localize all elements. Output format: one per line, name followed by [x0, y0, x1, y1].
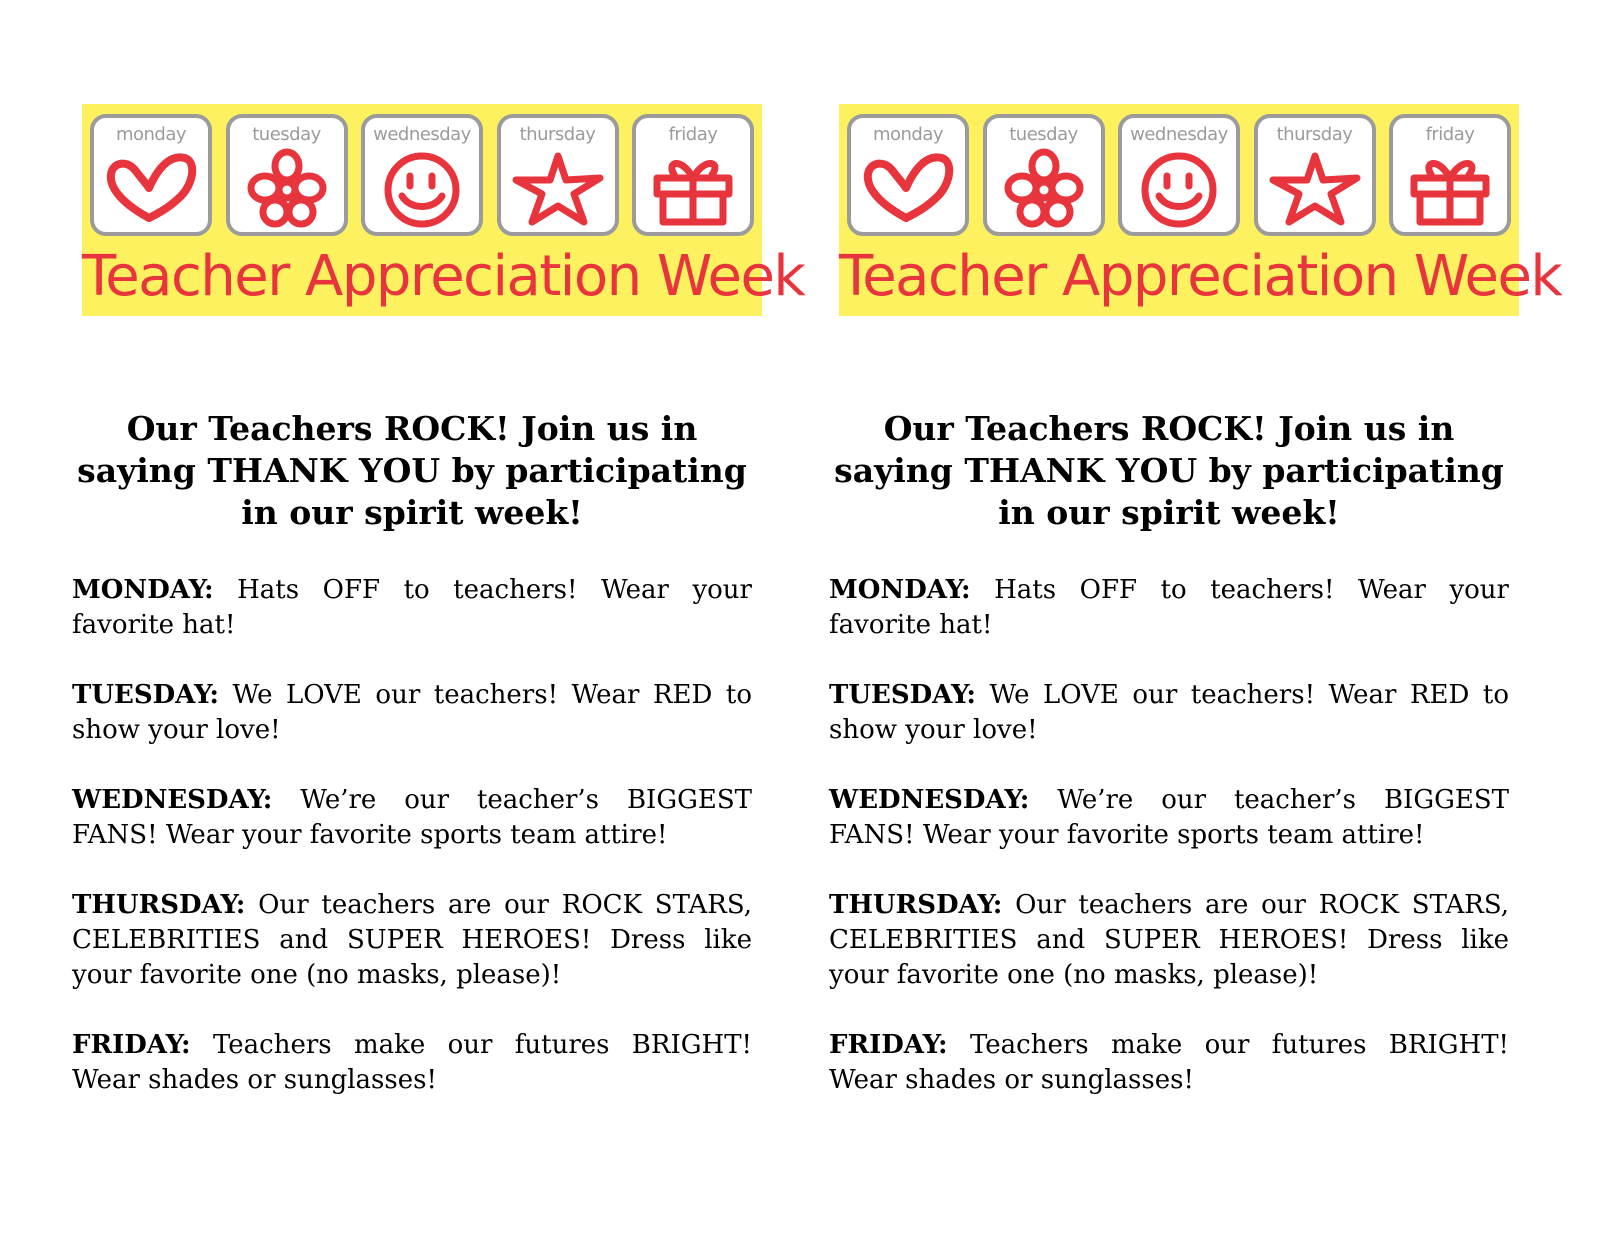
- schedule-friday: [829, 1028, 1509, 1098]
- schedule-wednesday: [72, 783, 752, 853]
- schedule-thursday: [829, 888, 1509, 993]
- schedule-thursday: [72, 888, 752, 993]
- day-text: Our teachers are our ROCK STARS, CELEBRITIES and SUPER HEROES! Dress like your favorite one (no masks, please)!: [72, 890, 752, 990]
- headline: Our Teachers ROCK! Join us in saying THANK YOU by participating in our spirit week!: [77, 409, 747, 532]
- star-icon: [512, 148, 604, 228]
- tile-monday: [847, 114, 969, 236]
- tile-label: wednesday: [373, 124, 471, 145]
- day-label: FRIDAY:: [829, 1030, 948, 1060]
- gift-icon: [1404, 148, 1496, 228]
- tile-label: friday: [1425, 124, 1475, 145]
- gift-icon: [647, 148, 739, 228]
- tile-label: thursday: [1276, 124, 1353, 145]
- day-label: FRIDAY:: [72, 1030, 191, 1060]
- banner-title: Teacher Appreciation Week: [839, 244, 1562, 309]
- smiley-icon: [376, 148, 468, 228]
- tile-label: thursday: [519, 124, 596, 145]
- tile-tuesday: [983, 114, 1105, 236]
- day-label: TUESDAY:: [72, 680, 219, 710]
- day-tiles: [847, 114, 1511, 236]
- schedule-friday: [72, 1028, 752, 1098]
- day-label: THURSDAY:: [829, 890, 1003, 920]
- banner: [839, 104, 1562, 316]
- day-text: We LOVE our teachers! Wear RED to show your love!: [829, 680, 1509, 745]
- flower-icon: [998, 148, 1090, 228]
- day-text: Our teachers are our ROCK STARS, CELEBRITIES and SUPER HEROES! Dress like your favorite one (no masks, please)!: [829, 890, 1509, 990]
- schedule: [72, 573, 752, 1133]
- tile-friday: [1389, 114, 1511, 236]
- tile-thursday: [1254, 114, 1376, 236]
- day-label: WEDNESDAY:: [829, 785, 1030, 815]
- day-label: MONDAY:: [829, 575, 971, 605]
- tile-label: monday: [115, 124, 187, 145]
- day-label: MONDAY:: [72, 575, 214, 605]
- heart-icon: [862, 148, 954, 228]
- tile-monday: [90, 114, 212, 236]
- tile-label: friday: [668, 124, 718, 145]
- tile-label: tuesday: [1009, 124, 1078, 145]
- banner-title: Teacher Appreciation Week: [82, 244, 805, 309]
- day-label: TUESDAY:: [829, 680, 976, 710]
- tile-friday: [632, 114, 754, 236]
- tile-label: monday: [872, 124, 944, 145]
- day-text: Hats OFF to teachers! Wear your favorite hat!: [72, 575, 752, 640]
- day-text: We’re our teacher’s BIGGEST FANS! Wear your favorite sports team attire!: [829, 785, 1509, 850]
- day-label: THURSDAY:: [72, 890, 246, 920]
- banner: [82, 104, 805, 316]
- headline: Our Teachers ROCK! Join us in saying THANK YOU by participating in our spirit week!: [834, 409, 1504, 532]
- day-text: We’re our teacher’s BIGGEST FANS! Wear your favorite sports team attire!: [72, 785, 752, 850]
- day-label: WEDNESDAY:: [72, 785, 273, 815]
- flower-icon: [241, 148, 333, 228]
- schedule-monday: [829, 573, 1509, 643]
- schedule-wednesday: [829, 783, 1509, 853]
- tile-wednesday: [361, 114, 483, 236]
- tile-thursday: [497, 114, 619, 236]
- schedule: [829, 573, 1509, 1133]
- day-text: We LOVE our teachers! Wear RED to show your love!: [72, 680, 752, 745]
- heart-icon: [105, 148, 197, 228]
- star-icon: [1269, 148, 1361, 228]
- day-tiles: [90, 114, 754, 236]
- day-text: Hats OFF to teachers! Wear your favorite hat!: [829, 575, 1509, 640]
- tile-label: tuesday: [252, 124, 321, 145]
- schedule-monday: [72, 573, 752, 643]
- tile-wednesday: [1118, 114, 1240, 236]
- day-text: Teachers make our futures BRIGHT! Wear shades or sunglasses!: [72, 1030, 752, 1095]
- smiley-icon: [1133, 148, 1225, 228]
- tile-label: wednesday: [1130, 124, 1228, 145]
- tile-tuesday: [226, 114, 348, 236]
- schedule-tuesday: [72, 678, 752, 748]
- schedule-tuesday: [829, 678, 1509, 748]
- day-text: Teachers make our futures BRIGHT! Wear shades or sunglasses!: [829, 1030, 1509, 1095]
